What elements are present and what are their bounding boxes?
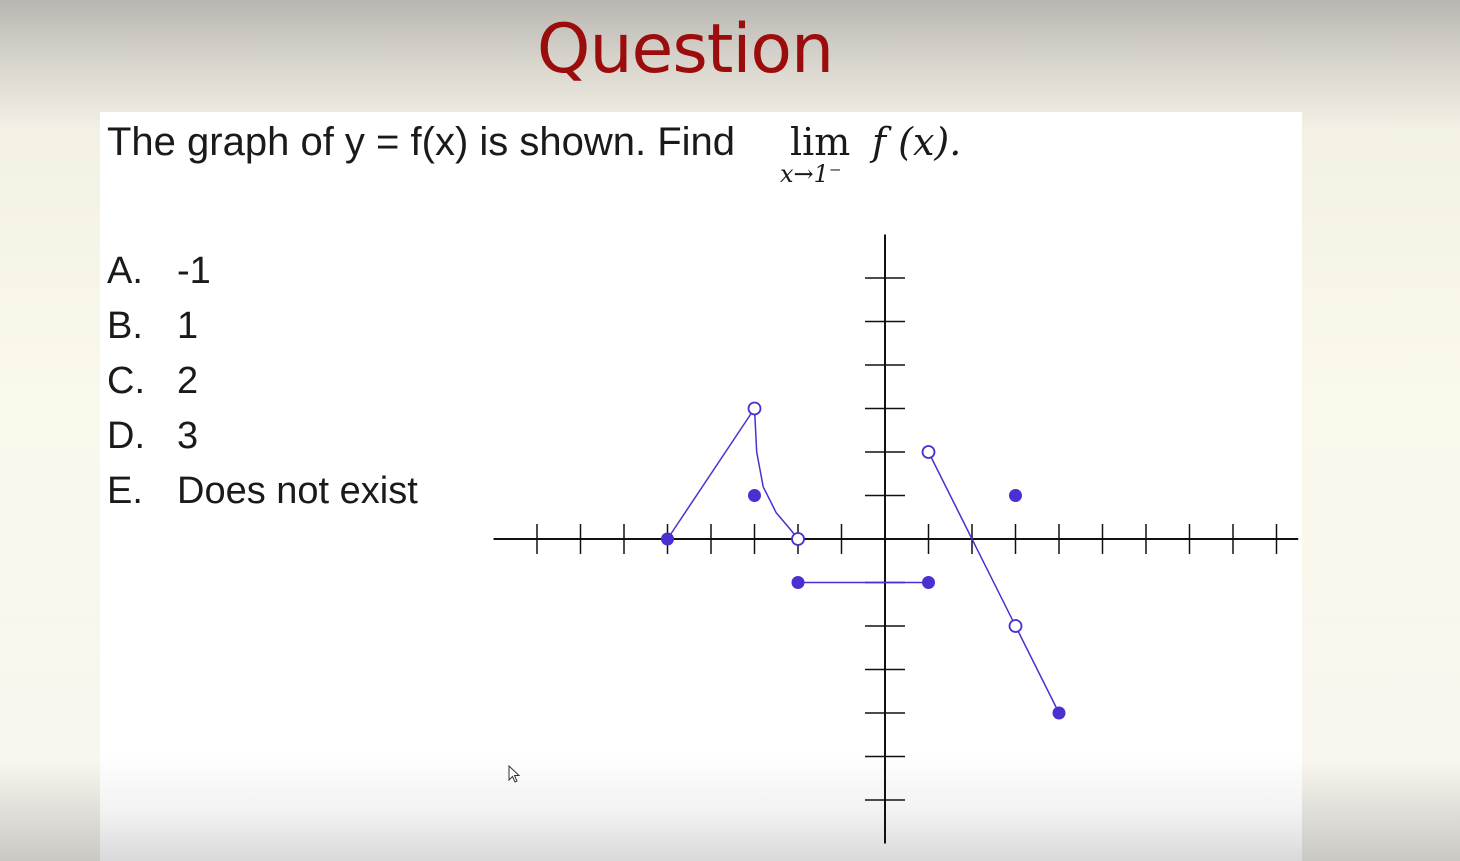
- choice-b[interactable]: B. 1: [107, 305, 199, 347]
- filled-point: [748, 489, 761, 502]
- slide-title: Question: [536, 10, 834, 89]
- filled-point: [922, 576, 935, 589]
- open-point: [792, 533, 804, 545]
- choice-a[interactable]: A. -1: [107, 250, 211, 292]
- question-text: The graph of y = f(x) is shown. Find: [107, 120, 736, 164]
- open-point: [923, 446, 935, 458]
- filled-point: [1053, 707, 1066, 720]
- choice-c[interactable]: C. 2: [107, 360, 199, 402]
- series-segment-4: [929, 452, 1060, 713]
- series-segment-2: [755, 409, 799, 540]
- limit-function: f (x).: [872, 120, 962, 164]
- filled-point: [1009, 489, 1022, 502]
- series-segment-1: [668, 409, 755, 540]
- filled-point: [792, 576, 805, 589]
- choice-e[interactable]: E. Does not exist: [107, 470, 418, 512]
- mouse-cursor-icon: [508, 765, 522, 785]
- open-point: [749, 403, 761, 415]
- choice-d[interactable]: D. 3: [107, 415, 199, 457]
- limit-subscript: x→1⁻: [780, 160, 842, 188]
- filled-point: [661, 533, 674, 546]
- open-point: [1010, 620, 1022, 632]
- limit-operator: lim: [790, 120, 851, 164]
